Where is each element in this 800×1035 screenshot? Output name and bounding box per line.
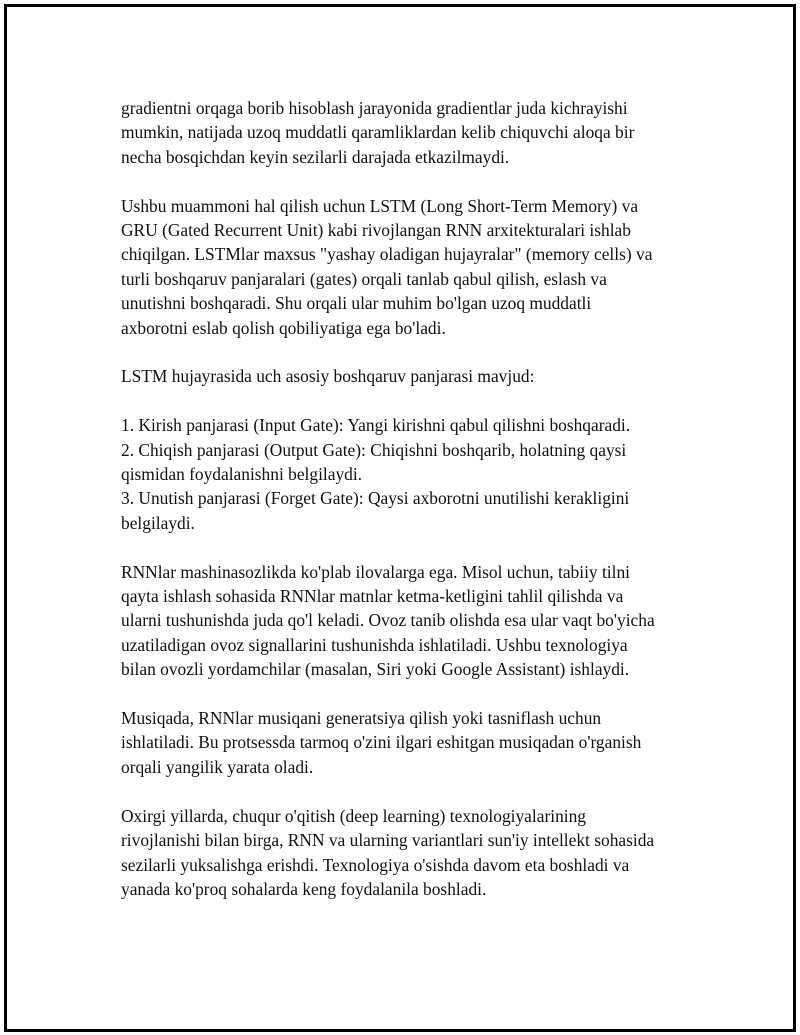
paragraph-music: Musiqada, RNNlar musiqani generatsiya qilish yoki tasniflash uchun ishlatiladi. Bu protsessda tarmoq o'zini ilgari eshitgan musiqadan o'rganish orqali yangilik yarata oladi. [121, 708, 642, 777]
paragraph-vanishing-gradient: gradientni orqaga borib hisoblash jarayonida gradientlar juda kichrayishi mumkin, natijada uzoq muddatli qaramliklardan kelib chiquvchi aloqa bir necha bosqichdan keyin sezilarli darajada etkazilmaydi. [121, 98, 635, 167]
paragraph-lstm-gates-intro: LSTM hujayrasida uch asosiy boshqaruv panjarasi mavjud: [121, 366, 535, 387]
paragraph-deep-learning: Oxirgi yillarda, chuqur o'qitish (deep learning) texnologiyalarining rivojlanishi bilan birga, RNN va ularning variantlari sun'iy intellekt sohasida sezilarli yuksalishga erishdi. Texnologiya o'sishda davom eta boshladi va yanada ko'proq sohalarda keng foydalanila boshladi. [121, 805, 655, 899]
document-page [4, 4, 796, 1032]
gate-list [121, 413, 701, 535]
list-item-forget-gate: 3. Unutish panjarasi (Forget Gate): Qaysi axborotni unutilishi kerakligini belgilaydi. [121, 488, 630, 533]
list-item-output-gate: 2. Chiqish panjarasi (Output Gate): Chiqishni boshqarib, holatning qaysi qismidan foydalanishni belgilaydi. [121, 439, 627, 485]
paragraph-lstm-gru: Ushbu muammoni hal qilish uchun LSTM (Long Short-Term Memory) va GRU (Gated Recurrent Unit) kabi rivojlangan RNN arxitekturalari ishlab chiqilgan. LSTMlar maxsus "yashay oladigan hujayralar" (memory cells) va turli boshqaruv panjaralari (gates) orqali tanlab qabul qilish, eslash va unutishni boshqaradi. Shu orqali ular muhim bo'lgan uzoq muddatli axborotni eslab qolish qobiliyatiga ega bo'ladi. [121, 195, 653, 338]
list-item-input-gate: 1. Kirish panjarasi (Input Gate): Yangi kirishni qabul qilishni boshqaradi. [121, 415, 631, 436]
paragraph-applications: RNNlar mashinasozlikda ko'plab ilovalarga ega. Misol uchun, tabiiy tilni qayta ishlash sohasida RNNlar matnlar ketma-ketligini tahlil qilishda va ularni tushunishda juda qo'l keladi. Ovoz tanib olishda esa ular vaqt bo'yicha uzatiladigan ovoz signallarini tushunishda ishlatiladi. Ushbu texnologiya bilan ovozli yordamchilar (masalan, Siri yoki Google Assistant) ishlaydi. [121, 561, 655, 680]
document-body [121, 96, 701, 926]
